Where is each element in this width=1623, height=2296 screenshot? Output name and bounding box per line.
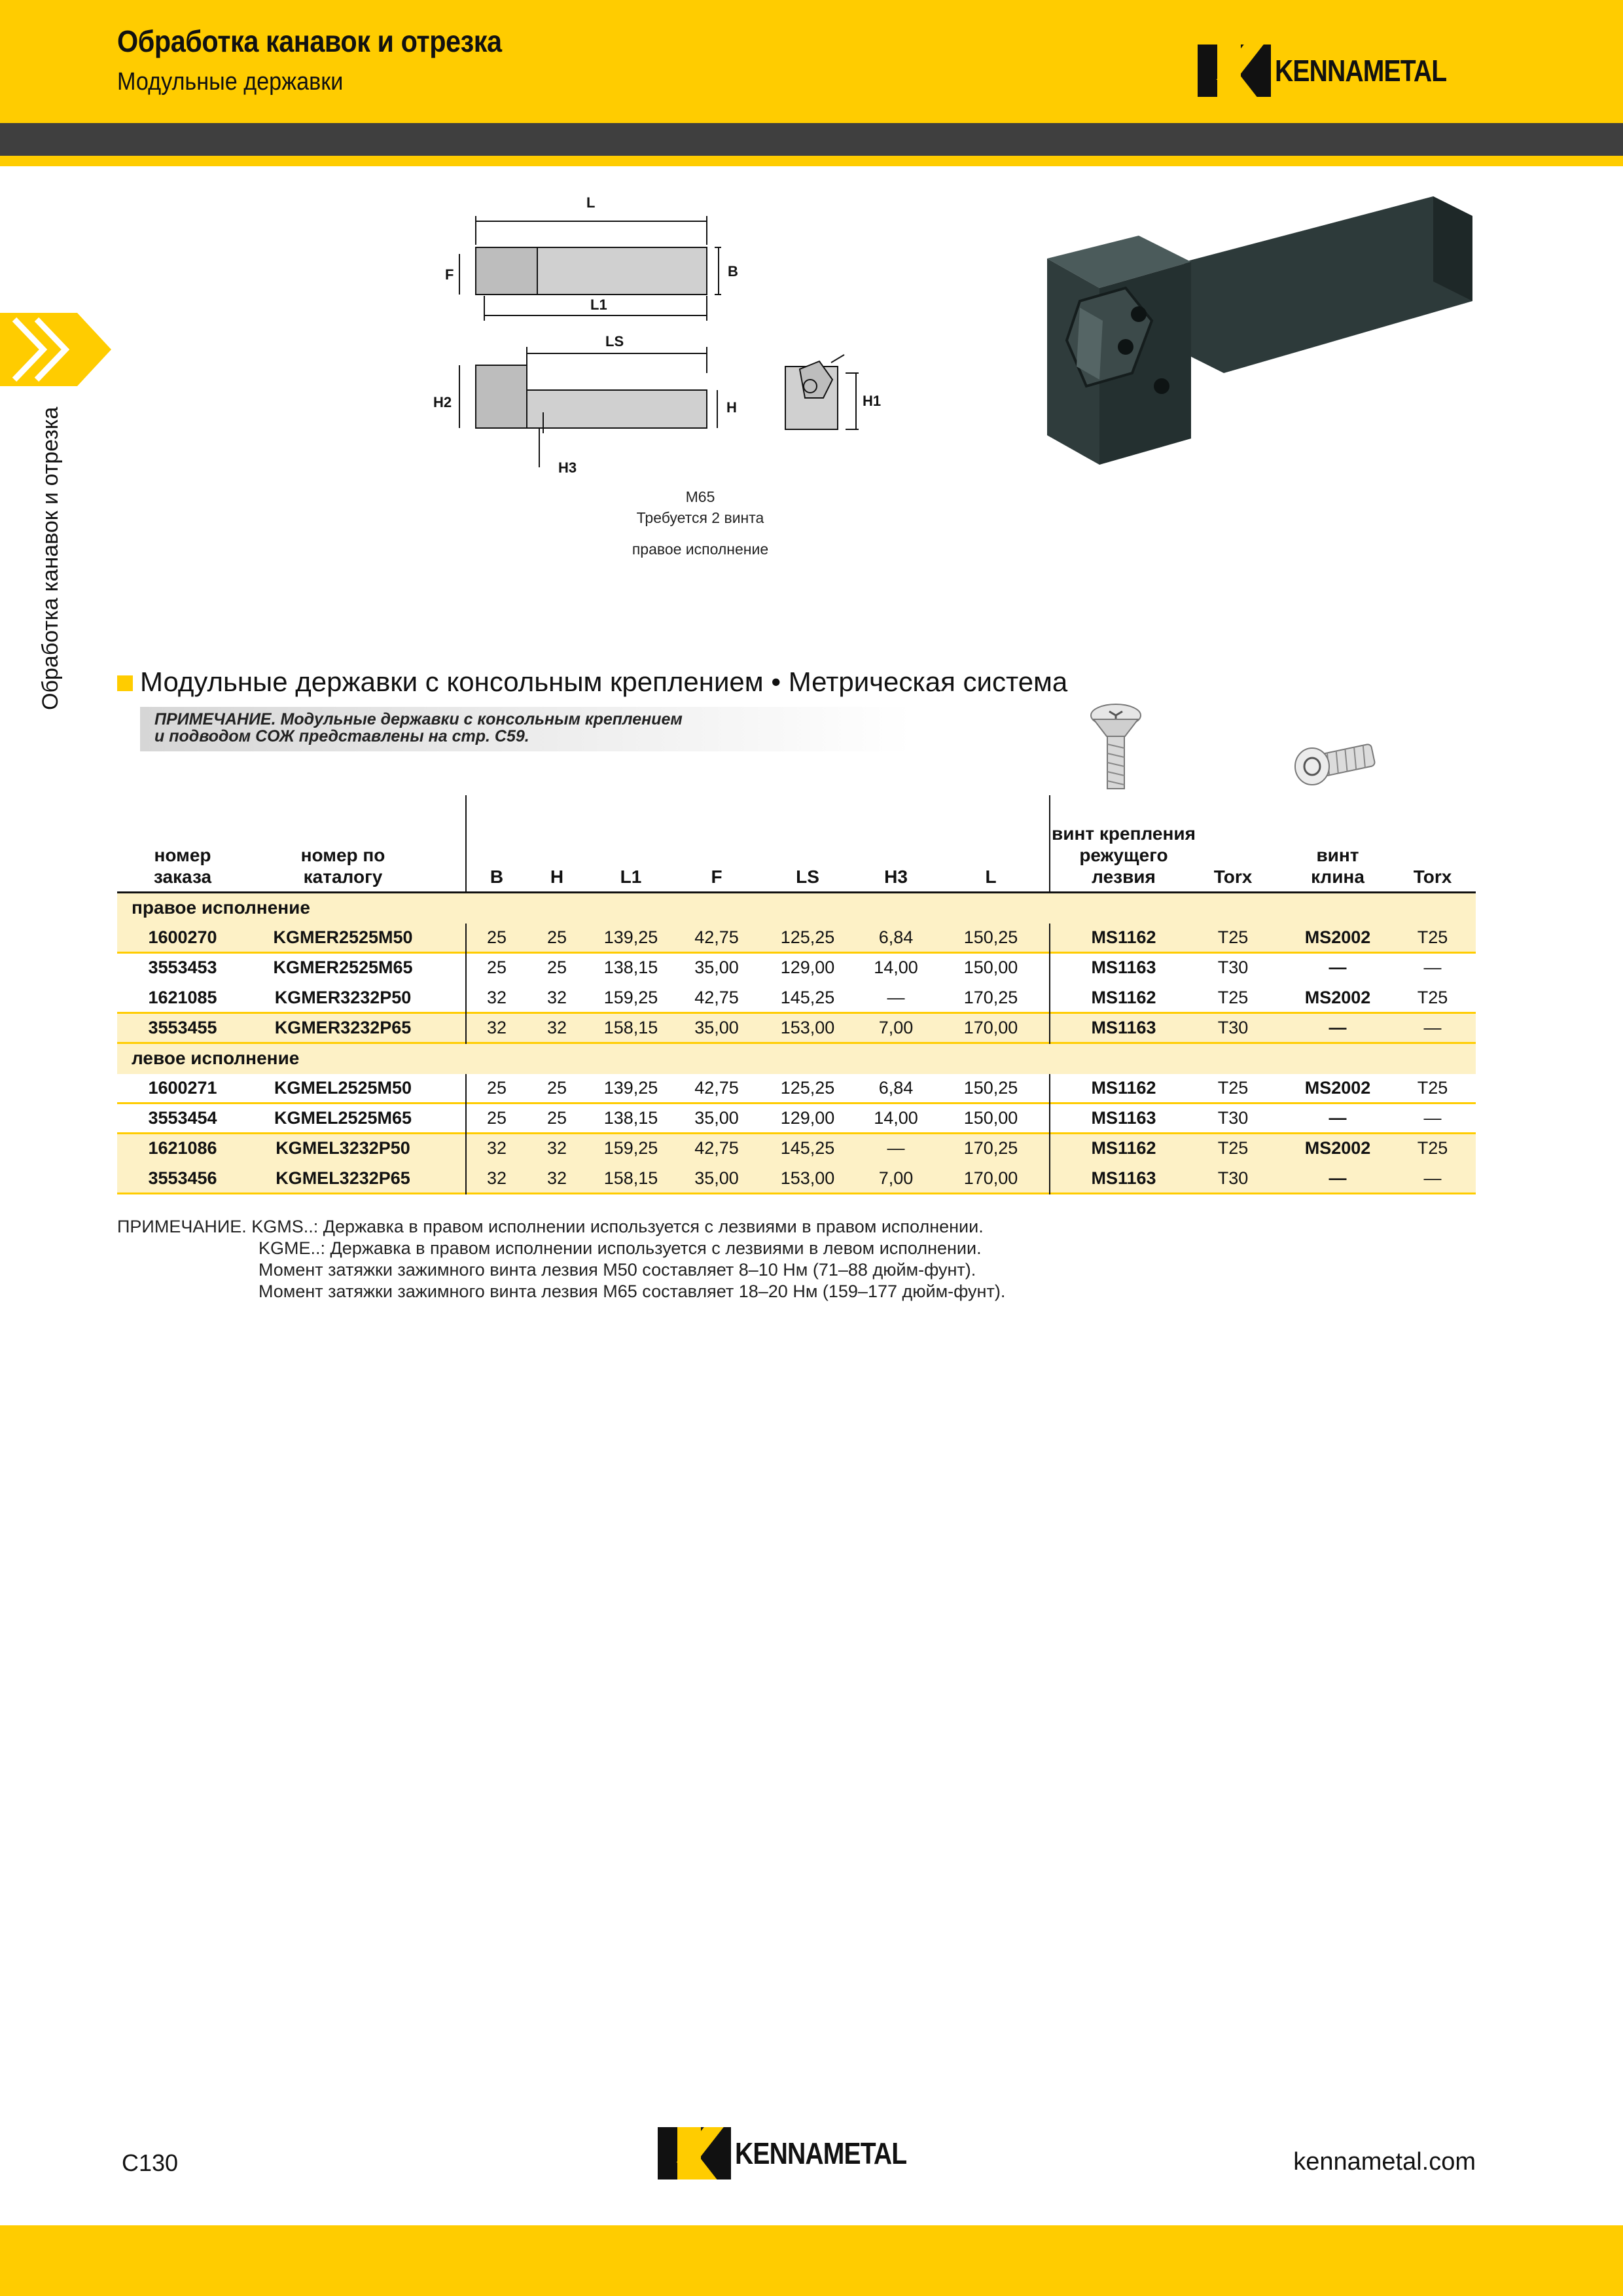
cell-L: 150,00 <box>963 1108 1018 1128</box>
cell-L: 150,00 <box>963 958 1018 977</box>
kennametal-k-icon <box>658 2127 731 2179</box>
cell-H3: 6,84 <box>878 927 914 947</box>
cell-insert-screw: MS1162 <box>1091 988 1156 1007</box>
side-tab-label: Обработка канавок и отрезка <box>38 406 63 710</box>
col-H: H <box>550 867 564 887</box>
table-row <box>117 1104 1476 1134</box>
cell-insert-screw: MS1162 <box>1091 927 1156 947</box>
cell-insert-screw: MS1163 <box>1091 958 1156 977</box>
column-divider <box>465 1134 467 1164</box>
cell-H: 25 <box>546 927 567 947</box>
cell-LS: 125,25 <box>780 1078 835 1098</box>
cell-L: 170,00 <box>963 1018 1018 1037</box>
header-divider-right <box>1049 795 1050 891</box>
dim-L-label: L <box>586 194 596 211</box>
section-note-line1: ПРИМЕЧАНИЕ. Модульные державки с консольным креплением <box>154 710 683 728</box>
cell-L: 170,25 <box>963 988 1018 1007</box>
section-note <box>154 711 683 745</box>
cell-H: 32 <box>546 1018 567 1037</box>
cell-torx-2: — <box>1423 1168 1442 1188</box>
column-divider <box>1049 1014 1050 1044</box>
cell-order-no: 1600271 <box>148 1078 217 1098</box>
cell-H: 32 <box>546 1138 567 1158</box>
cell-H3: — <box>887 1138 905 1158</box>
cell-L1: 139,25 <box>603 927 658 947</box>
cell-torx-1: T30 <box>1217 958 1249 977</box>
col-catalog-no: номер по каталогу <box>300 845 385 887</box>
cell-torx-1: T30 <box>1217 1018 1249 1037</box>
col-L1: L1 <box>620 867 642 887</box>
dim-H-label: H <box>726 399 737 416</box>
section-note-line2: и подводом СОЖ представлены на стр. C59. <box>154 727 529 745</box>
kennametal-k-icon <box>1198 45 1271 97</box>
column-divider <box>465 924 467 954</box>
cell-H3: 7,00 <box>878 1018 914 1037</box>
cell-LS: 125,25 <box>780 927 835 947</box>
cell-order-no: 1621086 <box>148 1138 217 1158</box>
header-divider-left <box>465 795 467 891</box>
column-divider <box>465 1014 467 1044</box>
footer-kennametal-logo <box>658 2127 937 2179</box>
cell-insert-screw: MS1162 <box>1091 1078 1156 1098</box>
cell-H3: 14,00 <box>874 1108 918 1128</box>
cell-order-no: 1621085 <box>148 988 217 1007</box>
footer-band <box>0 2225 1623 2296</box>
column-divider <box>1049 954 1050 984</box>
cell-L1: 158,15 <box>603 1168 658 1188</box>
cell-torx-2: — <box>1423 958 1442 977</box>
cell-H3: — <box>887 988 905 1007</box>
cell-insert-screw: MS1163 <box>1091 1018 1156 1037</box>
cell-torx-2: T25 <box>1417 1138 1448 1158</box>
column-divider <box>1049 924 1050 954</box>
cell-L: 150,25 <box>963 927 1018 947</box>
cell-F: 35,00 <box>694 1168 739 1188</box>
footnotes <box>117 1216 1005 1302</box>
col-B: B <box>490 867 504 887</box>
cell-H: 25 <box>546 958 567 977</box>
cell-H: 32 <box>546 1168 567 1188</box>
section-title: Модульные державки с консольным креплением • Метрическая система <box>140 666 1068 697</box>
cell-catalog-no: KGMER2525M50 <box>273 927 413 947</box>
col-F: F <box>711 867 722 887</box>
cell-wedge-screw: MS2002 <box>1304 988 1371 1007</box>
cell-insert-screw: MS1162 <box>1091 1138 1156 1158</box>
cell-F: 35,00 <box>694 1018 739 1037</box>
cell-H: 25 <box>546 1078 567 1098</box>
cell-torx-1: T25 <box>1217 1138 1249 1158</box>
cell-catalog-no: KGMEL2525M50 <box>274 1078 412 1098</box>
page-title: Обработка канавок и отрезка <box>117 24 502 58</box>
cell-B: 32 <box>486 988 507 1007</box>
cell-H3: 14,00 <box>874 958 918 977</box>
cell-F: 42,75 <box>694 927 739 947</box>
footnote-line: Момент затяжки зажимного винта лезвия M50 составляет 8–10 Нм (71–88 дюйм-фунт). <box>259 1260 976 1280</box>
cell-torx-1: T25 <box>1217 927 1249 947</box>
drawing-caption-screws: Требуется 2 винта <box>636 509 764 526</box>
group-label: левое исполнение <box>132 1048 300 1068</box>
table-row <box>117 924 1476 954</box>
page-number: C130 <box>122 2149 179 2176</box>
dim-F-label: F <box>445 266 454 283</box>
column-divider <box>465 1164 467 1194</box>
column-divider <box>465 954 467 984</box>
section-bullet <box>117 675 133 691</box>
cell-order-no: 3553456 <box>148 1168 217 1188</box>
cell-B: 25 <box>486 958 507 977</box>
cell-insert-screw: MS1163 <box>1091 1108 1156 1128</box>
table-row <box>117 954 1476 984</box>
cell-catalog-no: KGMEL2525M65 <box>274 1108 412 1128</box>
cell-LS: 145,25 <box>780 1138 835 1158</box>
column-divider <box>1049 1164 1050 1194</box>
col-L: L <box>985 867 997 887</box>
cell-L1: 158,15 <box>603 1018 658 1037</box>
website-link[interactable]: kennametal.com <box>1293 2148 1476 2176</box>
col-wedge-screw: винт клина <box>1311 845 1364 887</box>
wedge-screw-icon <box>1293 736 1378 789</box>
cell-LS: 153,00 <box>780 1168 835 1188</box>
column-divider <box>465 1074 467 1104</box>
table-body <box>117 893 1476 1194</box>
cell-torx-2: — <box>1423 1108 1442 1128</box>
dim-L1-label: L1 <box>590 296 607 313</box>
cell-torx-2: T25 <box>1417 1078 1448 1098</box>
table-row <box>117 1014 1476 1044</box>
dim-H2-label: H2 <box>433 394 452 410</box>
cell-wedge-screw: MS2002 <box>1304 1138 1371 1158</box>
cell-wedge-screw: — <box>1329 1108 1347 1128</box>
cell-L1: 139,25 <box>603 1078 658 1098</box>
footer-logo-wordmark: KENNAMETAL <box>735 2136 907 2170</box>
column-divider <box>465 1104 467 1134</box>
holders-table <box>117 795 1476 1194</box>
cell-order-no: 3553455 <box>148 1018 217 1037</box>
table-row <box>117 1164 1476 1194</box>
cell-L1: 159,25 <box>603 1138 658 1158</box>
col-H3: H3 <box>884 867 908 887</box>
cell-LS: 129,00 <box>780 1108 835 1128</box>
cell-L: 150,25 <box>963 1078 1018 1098</box>
cell-catalog-no: KGMEL3232P50 <box>276 1138 410 1158</box>
cell-H3: 7,00 <box>878 1168 914 1188</box>
cell-catalog-no: KGMER3232P50 <box>274 988 412 1007</box>
cell-torx-1: T25 <box>1217 988 1249 1007</box>
cell-order-no: 3553454 <box>148 1108 217 1128</box>
dim-H1-label: H1 <box>863 393 882 409</box>
cell-F: 42,75 <box>694 988 739 1007</box>
page-subtitle: Модульные державки <box>117 68 344 96</box>
cell-B: 25 <box>486 1108 507 1128</box>
col-torx-1: Torx <box>1213 867 1253 887</box>
col-insert-screw: винт крепления режущего лезвия <box>1052 823 1196 887</box>
cell-H3: 6,84 <box>878 1078 914 1098</box>
cell-order-no: 3553453 <box>148 958 217 977</box>
cell-B: 32 <box>486 1138 507 1158</box>
cell-wedge-screw: — <box>1329 1018 1347 1037</box>
column-divider <box>1049 1134 1050 1164</box>
cell-torx-2: T25 <box>1417 927 1448 947</box>
col-LS: LS <box>796 867 819 887</box>
tool-holder-photo <box>1041 190 1486 471</box>
column-divider <box>465 984 467 1014</box>
cell-B: 25 <box>486 1078 507 1098</box>
cell-B: 32 <box>486 1018 507 1037</box>
kennametal-logo <box>1198 45 1477 97</box>
cell-F: 42,75 <box>694 1138 739 1158</box>
cell-LS: 145,25 <box>780 988 835 1007</box>
cell-insert-screw: MS1163 <box>1091 1168 1156 1188</box>
cell-wedge-screw: MS2002 <box>1304 1078 1371 1098</box>
table-row <box>117 1074 1476 1104</box>
cell-F: 35,00 <box>694 958 739 977</box>
cell-L: 170,25 <box>963 1138 1018 1158</box>
group-header-row <box>117 893 1476 924</box>
cell-L1: 159,25 <box>603 988 658 1007</box>
cell-torx-1: T30 <box>1217 1108 1249 1128</box>
footnote-line: ПРИМЕЧАНИЕ. KGMS..: Державка в правом исполнении используется с лезвиями в правом исполнении. <box>117 1217 984 1236</box>
cell-L1: 138,15 <box>603 958 658 977</box>
drawing-caption-hand: правое исполнение <box>632 541 769 558</box>
cell-order-no: 1600270 <box>148 927 217 947</box>
cell-F: 42,75 <box>694 1078 739 1098</box>
dim-B-label: B <box>728 263 738 279</box>
insert-screw-icon <box>1090 704 1142 792</box>
cell-catalog-no: KGMER2525M65 <box>273 958 413 977</box>
group-label: правое исполнение <box>132 897 310 918</box>
col-order-no: номер заказа <box>153 845 212 887</box>
cell-LS: 153,00 <box>780 1018 835 1037</box>
cell-H: 25 <box>546 1108 567 1128</box>
cell-wedge-screw: MS2002 <box>1304 927 1371 947</box>
cell-torx-1: T30 <box>1217 1168 1249 1188</box>
chevron-tab-icon <box>0 313 111 386</box>
cell-LS: 129,00 <box>780 958 835 977</box>
dim-H3-label: H3 <box>558 459 577 476</box>
cell-B: 25 <box>486 927 507 947</box>
group-header-row <box>117 1044 1476 1074</box>
header-thin-band <box>0 156 1623 166</box>
cell-B: 32 <box>486 1168 507 1188</box>
cell-catalog-no: KGMER3232P65 <box>274 1018 412 1037</box>
cell-torx-1: T25 <box>1217 1078 1249 1098</box>
cell-L: 170,00 <box>963 1168 1018 1188</box>
footnote-line: Момент затяжки зажимного винта лезвия M65 составляет 18–20 Нм (159–177 дюйм-фунт). <box>259 1282 1006 1301</box>
cell-L1: 138,15 <box>603 1108 658 1128</box>
cell-catalog-no: KGMEL3232P65 <box>276 1168 410 1188</box>
table-row <box>117 1134 1476 1164</box>
logo-wordmark: KENNAMETAL <box>1275 54 1447 88</box>
footnote-line: KGME..: Державка в правом исполнении используется с лезвиями в левом исполнении. <box>259 1238 982 1258</box>
cell-torx-2: — <box>1423 1018 1442 1037</box>
col-torx-2: Torx <box>1413 867 1452 887</box>
cell-wedge-screw: — <box>1329 958 1347 977</box>
column-divider <box>1049 1074 1050 1104</box>
table-row <box>117 984 1476 1014</box>
cell-wedge-screw: — <box>1329 1168 1347 1188</box>
dim-LS-label: LS <box>605 333 624 350</box>
cell-F: 35,00 <box>694 1108 739 1128</box>
header-dark-band <box>0 123 1623 156</box>
column-divider <box>1049 984 1050 1014</box>
cell-H: 32 <box>546 988 567 1007</box>
table-header <box>117 795 1476 893</box>
cell-torx-2: T25 <box>1417 988 1448 1007</box>
column-divider <box>1049 1104 1050 1134</box>
drawing-caption-model: M65 <box>685 488 715 505</box>
